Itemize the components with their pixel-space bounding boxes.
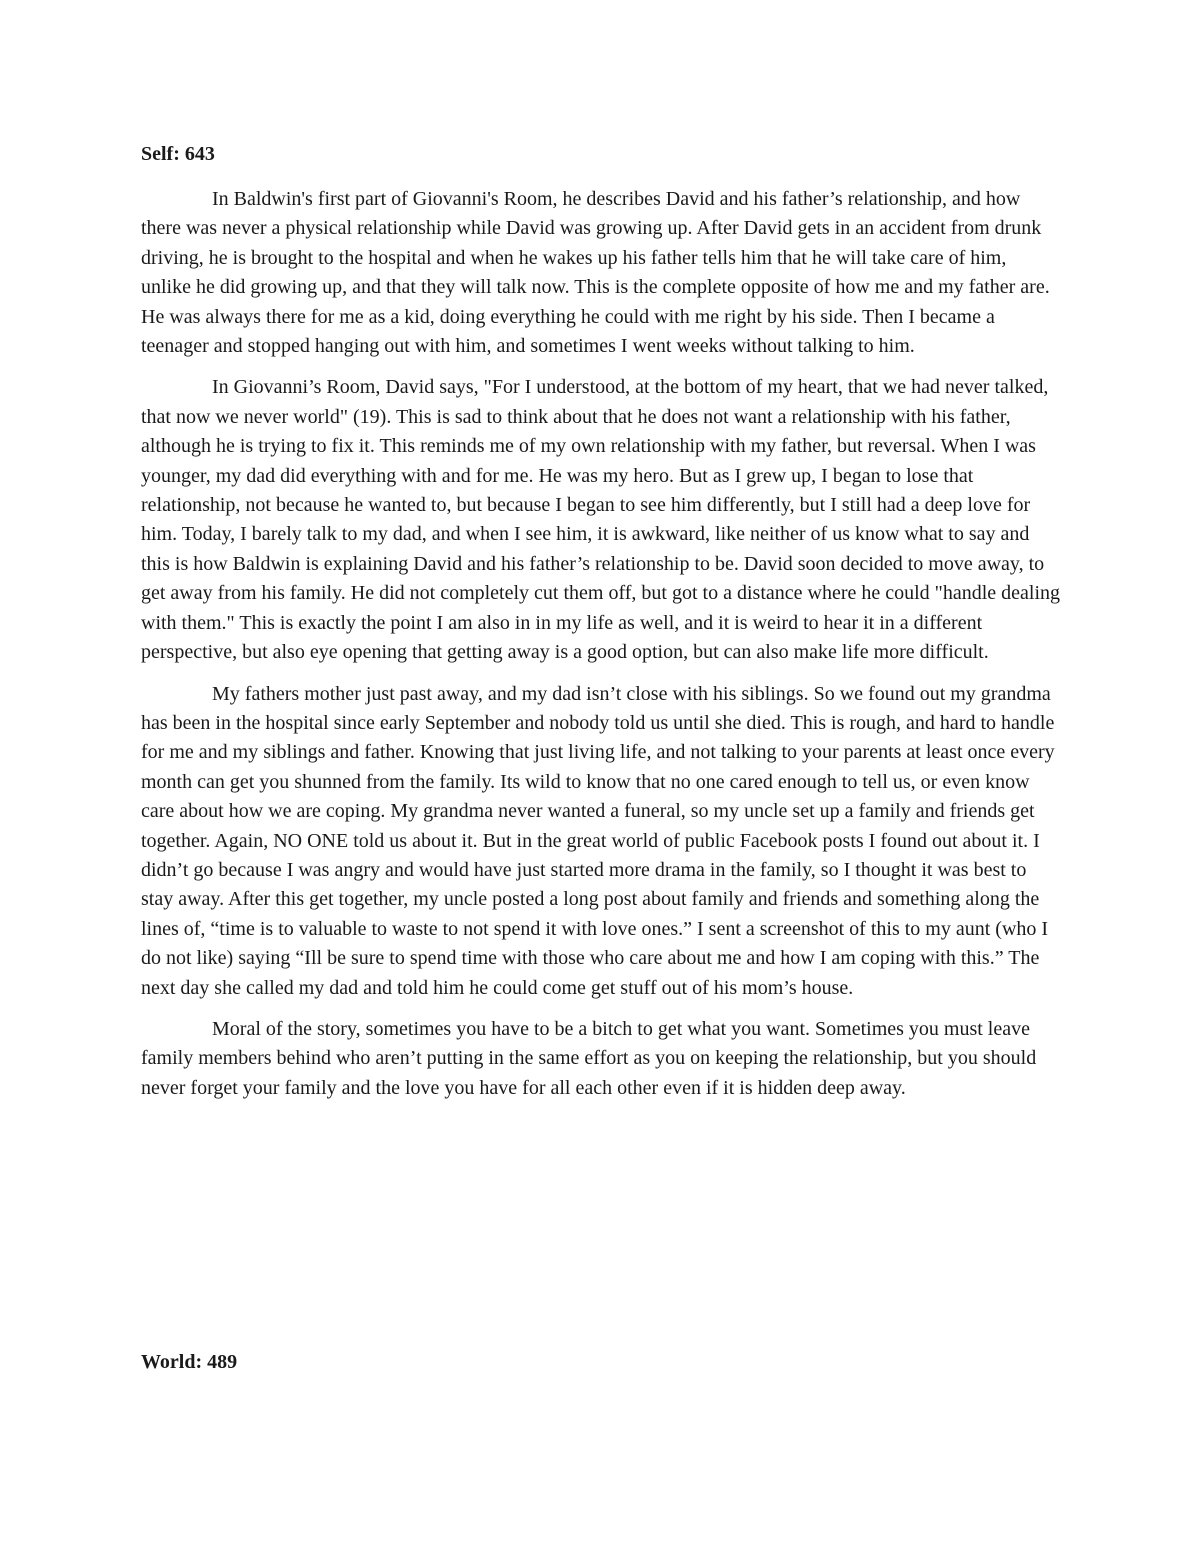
paragraph-4: Moral of the story, sometimes you have to be a bitch to get what you want. Sometimes you must leave family members behind who aren’t putting in the same effort as you on keeping the relationship, but you should never forget your family and the love you have for all each other even if it is hidden deep away. <box>141 1017 1037 1099</box>
paragraph-3: My fathers mother just past away, and my dad isn’t close with his siblings. So we found out my grandma has been in the hospital since early September and nobody told us until she died. This is rough, and hard to handle for me and my siblings and father. Knowing that just living life, and not talking to your parents at least once every month can get you shunned from the family. Its wild to know that no one cared enough to tell us, or even know care about how we are coping. My grandma never wanted a funeral, so my uncle set up a family and friends get together. Again, NO ONE told us about it. But in the great world of public Facebook posts I found out about it. I didn’t go because I was angry and would have just started more drama in the family, so I thought it was best to stay away. After this get together, my uncle posted a long post about family and friends and something along the lines of, “time is to valuable to waste to not spend it with love ones.” I sent a screenshot of this to my aunt (who I do not like) saying “Ill be sure to spend time with those who care about me and how I am coping with this.” The next day she called my dad and told him he could come get stuff out of his mom’s house. <box>141 682 1055 999</box>
paragraph-1: In Baldwin's first part of Giovanni's Room, he describes David and his father’s relationship, and how there was never a physical relationship while David was growing up. After David gets in an accident from drunk driving, he is brought to the hospital and when he wakes up his father tells him that he will take care of him, unlike he did growing up, and that they will talk now. This is the complete opposite of how me and my father are. He was always there for me as a kid, doing everything he could with me right by his side. Then I became a teenager and stopped hanging out with him, and sometimes I went weeks without talking to him. <box>141 188 1050 358</box>
section-heading-world: World: 489 <box>141 1351 238 1373</box>
document-page <box>141 140 1061 1373</box>
section-heading-self: Self: 643 <box>141 143 215 165</box>
paragraph-2: In Giovanni’s Room, David says, "For I understood, at the bottom of my heart, that we had never talked, that now we never world" (19). This is sad to think about that he does not want a relationship with his father, although he is trying to fix it. This reminds me of my own relationship with my father, but reversal. When I was younger, my dad did everything with and for me. He was my hero. But as I grew up, I began to lose that relationship, not because he wanted to, but because I began to see him differently, but I still had a deep love for him. Today, I barely talk to my dad, and when I see him, it is awkward, like neither of us know what to say and this is how Baldwin is explaining David and his father’s relationship to be. David soon decided to move away, to get away from his family. He did not completely cut them off, but got to a distance where he could "handle dealing with them." This is exactly the point I am also in in my life as well, and it is weird to hear it in a different perspective, but also eye opening that getting away is a good option, but can also make life more difficult. <box>141 376 1061 664</box>
